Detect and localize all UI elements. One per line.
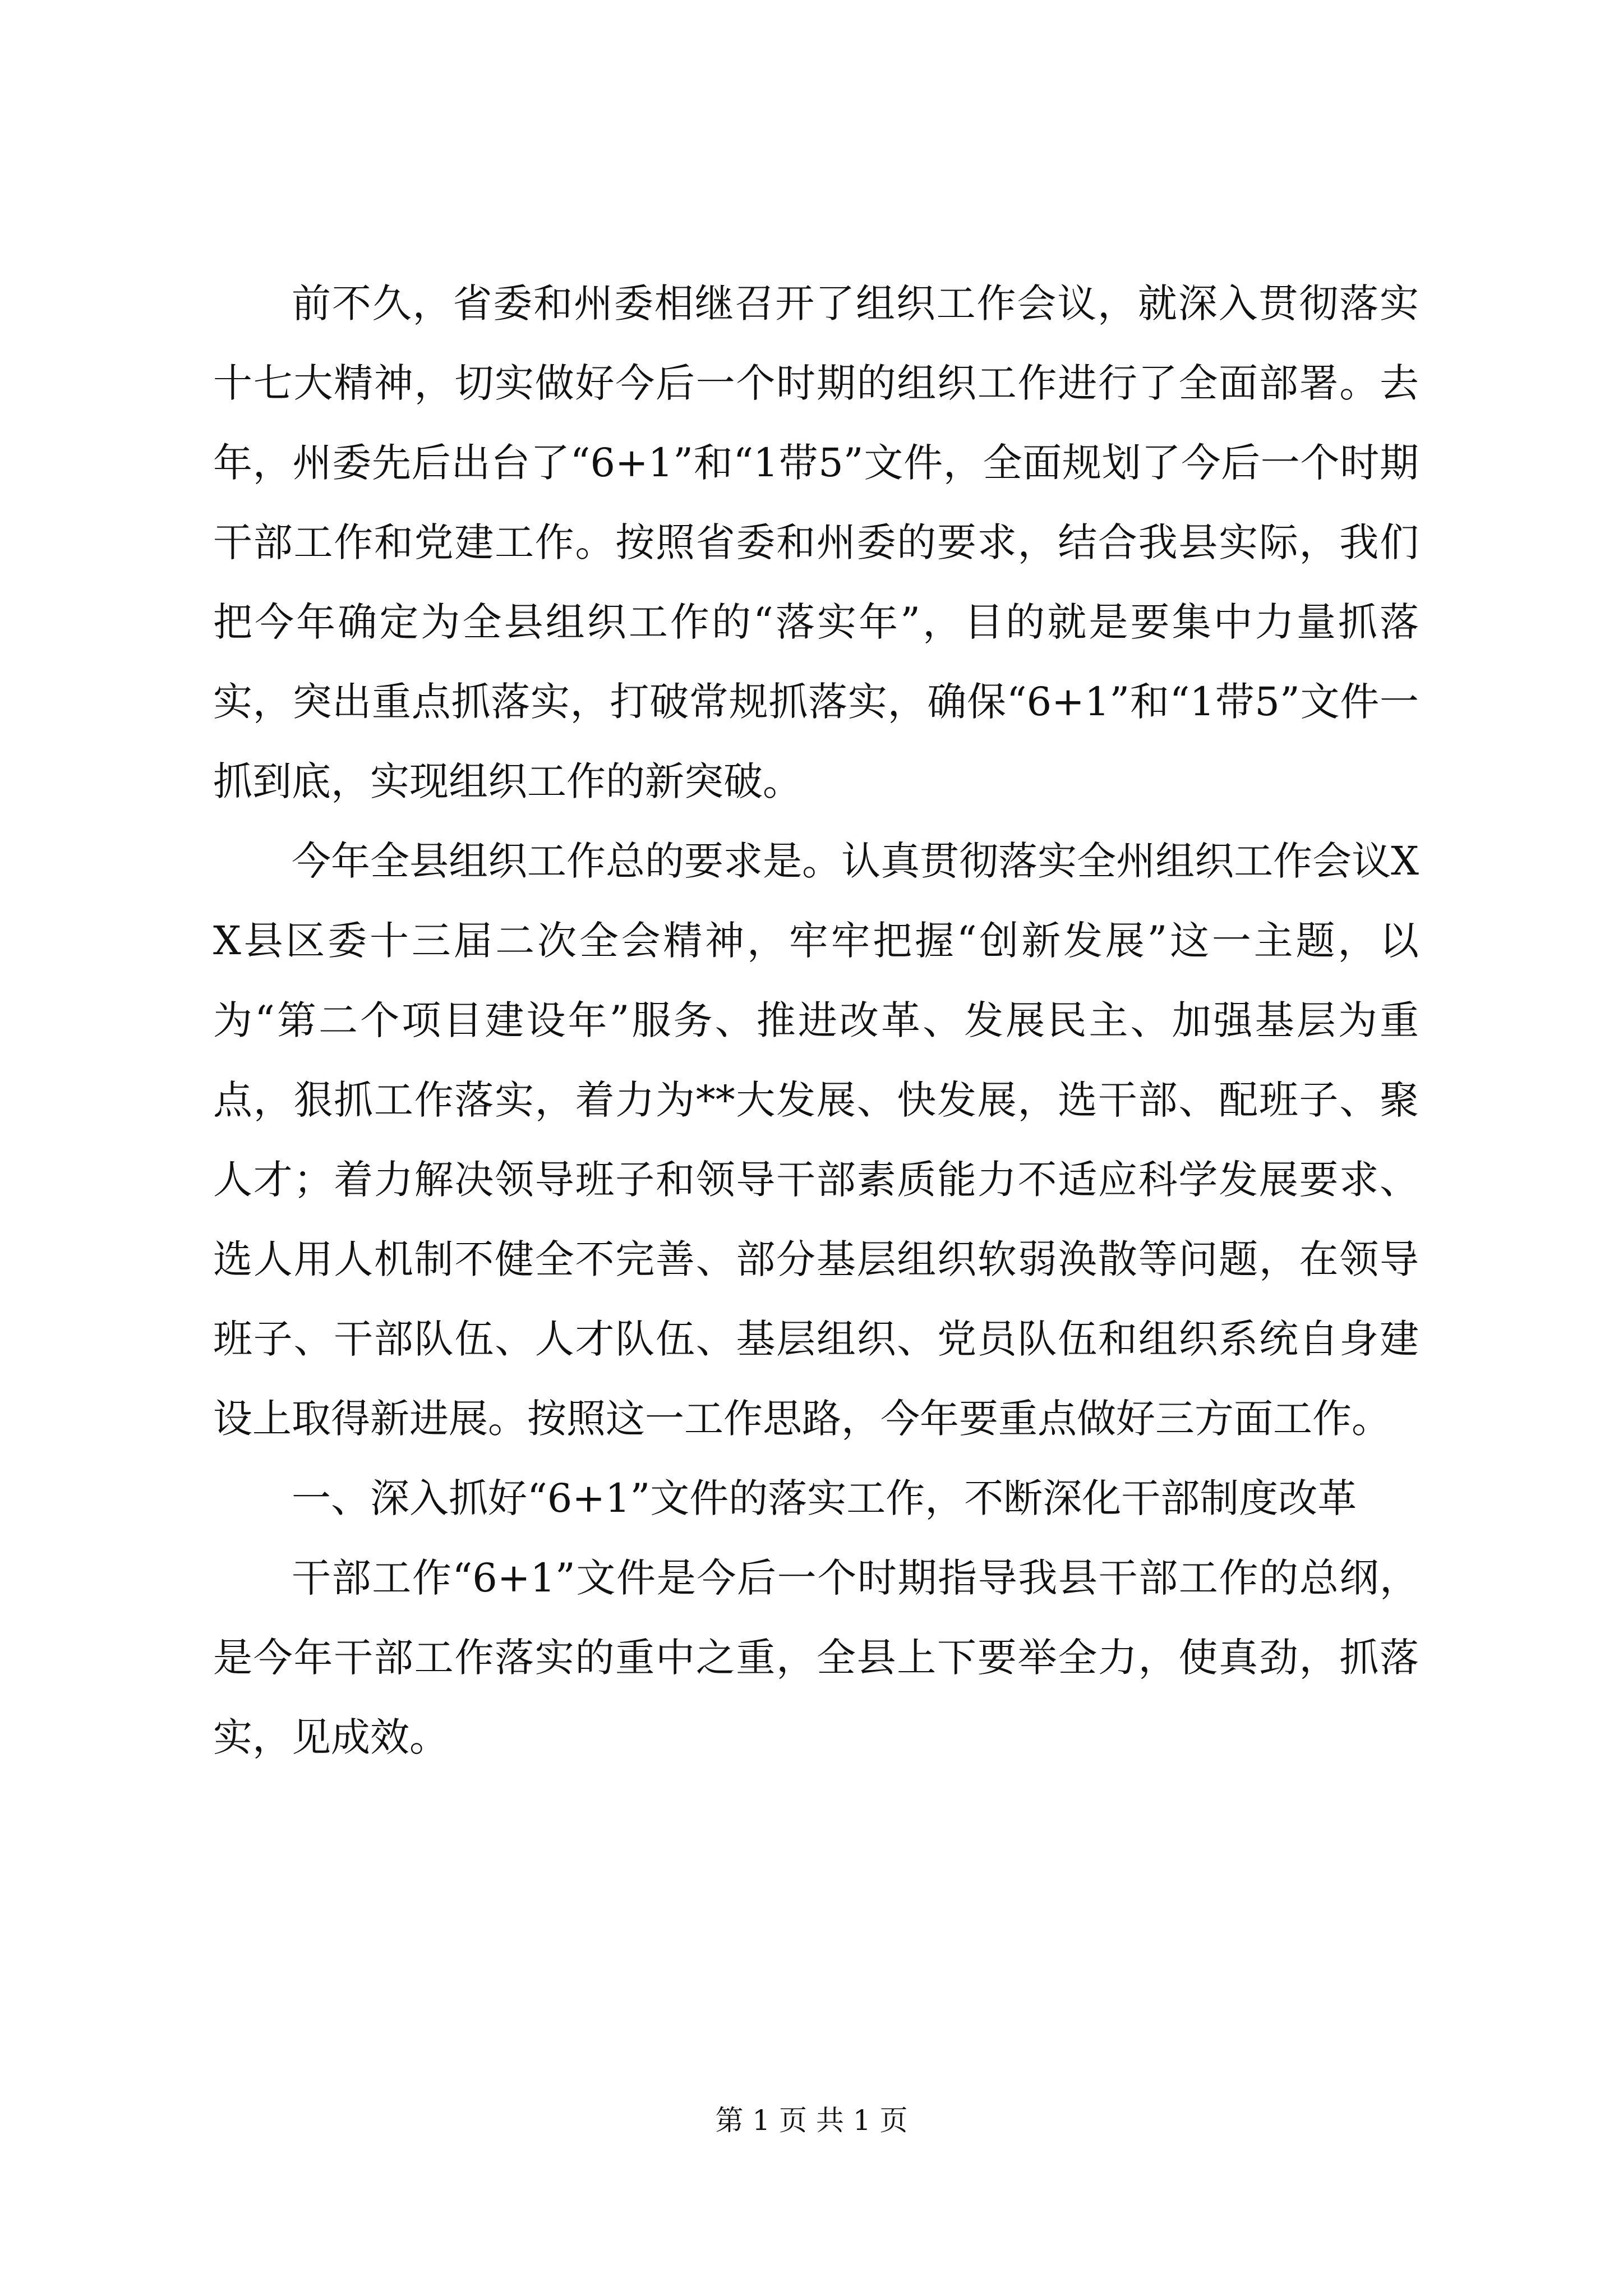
paragraph-requirements: 今年全县组织工作总的要求是。认真贯彻落实全州组织工作会议XX县区委十三届二次全会精神，牢牢把握“创新发展”这一主题，以为“第二个项目建设年”服务、推进改革、发展民主、加强基层为重点，狠抓工作落实，着力为**大发展、快发展，选干部、配班子、聚人才；着力解决领导班子和领导干部素质能力不适应科学发展要求、选人用人机制不健全不完善、部分基层组织软弱涣散等问题，在领导班子、干部队伍、人才队伍、基层组织、党员队伍和组织系统自身建设上取得新进展。按照这一工作思路，今年要重点做好三方面工作。 [213, 838, 1419, 1442]
section-heading-1: 一、深入抓好“6+1”文件的落实工作，不断深化干部制度改革 [292, 1475, 1357, 1521]
document-body [213, 264, 1419, 1777]
paragraph-intro: 前不久，省委和州委相继召开了组织工作会议，就深入贯彻落实十七大精神，切实做好今后一个时期的组织工作进行了全面部署。去年，州委先后出台了“6+1”和“1带5”文件，全面规划了今后一个时期干部工作和党建工作。按照省委和州委的要求，结合我县实际，我们把今年确定为全县组织工作的“落实年”，目的就是要集中力量抓落实，突出重点抓落实，打破常规抓落实，确保“6+1”和“1带5”文件一抓到底，实现组织工作的新突破。 [213, 280, 1419, 804]
paragraph-section-1: 干部工作“6+1”文件是今后一个时期指导我县干部工作的总纲，是今年干部工作落实的重中之重，全县上下要举全力，使真劲，抓落实，见成效。 [213, 1555, 1419, 1760]
page-number-footer: 第 1 页 共 1 页 [715, 2104, 908, 2137]
